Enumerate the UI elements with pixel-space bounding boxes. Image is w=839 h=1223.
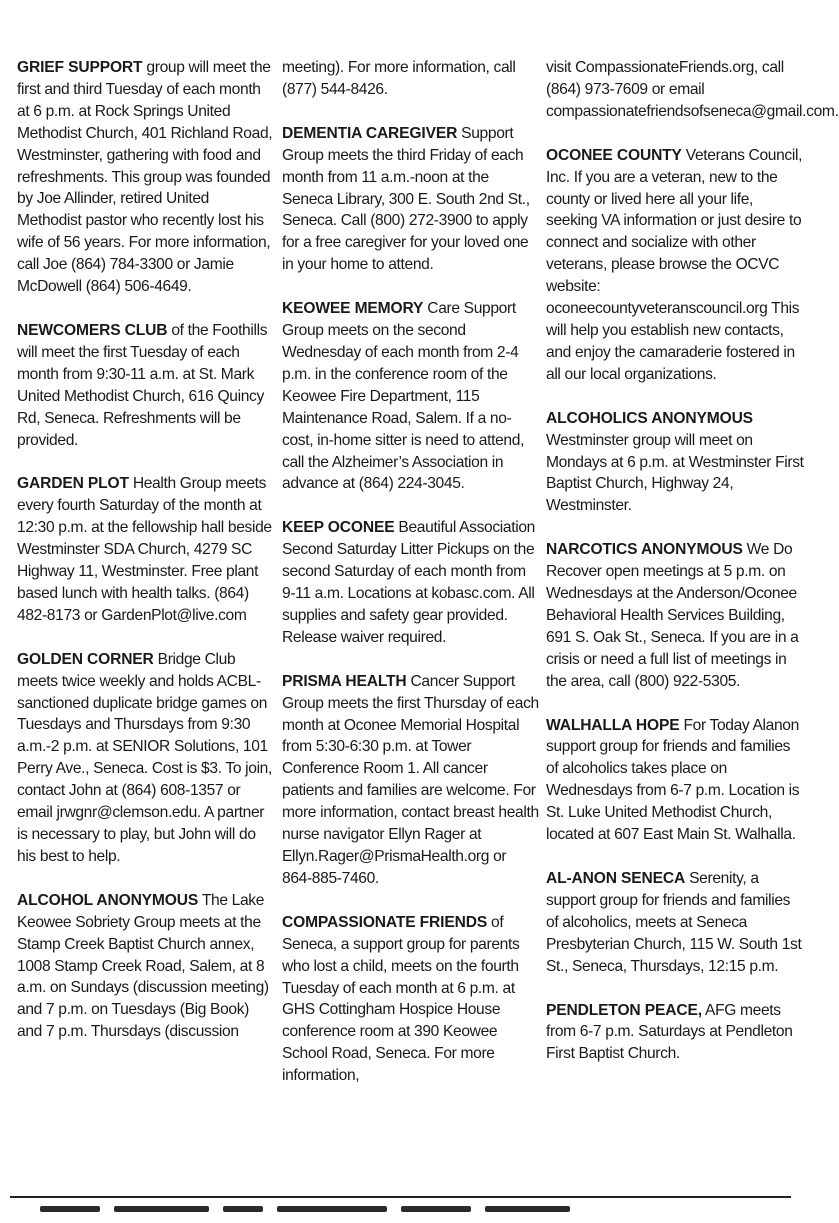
listing-grief-support <box>17 57 275 298</box>
listing-lead: ALCOHOLICS ANONYMOUS <box>546 409 753 427</box>
listing-dementia-caregiver <box>282 123 540 276</box>
text-fragment <box>277 1206 387 1212</box>
listing-newcomers-club <box>17 320 275 451</box>
listing-body: Veterans Council, Inc. If you are a veteran, new to the county or lived here all your life, seeking VA information or just desire to connect and socialize with other veterans, please browse the OCVC website: oconeecountyveteranscouncil.org This will help you establish new contacts, and enjoy the camaraderie fostered in all our local organizations. <box>546 146 803 383</box>
bottom-divider <box>10 1196 791 1198</box>
column-3 <box>546 57 839 1087</box>
listing-alcoholics-anonymous <box>546 408 804 518</box>
text-fragment <box>485 1206 570 1212</box>
listing-lead: ALCOHOL ANONYMOUS <box>17 891 199 909</box>
listing-body: Serenity, a support group for friends and families of alcoholics, meets at Seneca Presbyterian Church, 115 W. South 1st St., Seneca, Thursdays, 12:15 p.m. <box>546 870 802 975</box>
listing-body: meeting). For more information, call (877) 544-8426. <box>282 59 516 98</box>
text-fragment <box>40 1206 100 1212</box>
listing-continuation <box>282 57 540 101</box>
listing-lead: KEEP OCONEE <box>282 519 395 537</box>
listing-lead: COMPASSIONATE FRIENDS <box>282 913 488 931</box>
listing-body: AFG meets from 6-7 p.m. Saturdays at Pendleton First Baptist Church. <box>546 1001 793 1063</box>
listing-body: For Today Alanon support group for friends and families of alcoholics takes place on Wednesdays from 6-7 p.m. Location is St. Luke United Methodist Church, located at 607 East Main St. Walhalla. <box>546 716 800 844</box>
listing-walhalla-hope <box>546 715 804 846</box>
listing-body: of the Foothills will meet the first Tuesday of each month from 9:30-11 a.m. at St. Mark United Methodist Church, 616 Quincy Rd, Seneca. Refreshments will be provided. <box>17 321 268 449</box>
listing-body: Health Group meets every fourth Saturday of the month at 12:30 p.m. at the fellowship hall beside Westminster SDA Church, 4279 SC Highway 11, Westminster. Free plant based lunch with health talks. (864) 482-8173 or GardenPlot@live.com <box>17 475 272 624</box>
listing-body: Westminster group will meet on Mondays at 6 p.m. at Westminster First Baptist Church, Highway 24, Westminster. <box>546 431 804 515</box>
listing-lead: NEWCOMERS CLUB <box>17 321 168 339</box>
listing-compassionate-friends <box>282 912 540 1087</box>
listing-oconee-county <box>546 145 804 386</box>
listing-body: The Lake Keowee Sobriety Group meets at the Stamp Creek Baptist Church annex, 1008 Stamp Creek Road, Salem, at 8 a.m. on Sundays (discussion meeting) and 7 p.m. on Tuesdays (Big Book) and 7 p.m. Thursdays (discussion <box>17 891 269 1041</box>
listing-body: group will meet the first and third Tuesday of each month at 6 p.m. at Rock Springs United Methodist Church, 401 Richland Road, Westminster, gathering with food and refreshments. This group was founded by Joe Allinder, retired United Methodist pastor who recently lost his wife of 56 years. For more information, call Joe (864) 784-3300 or Jamie McDowell (864) 506-4649. <box>17 59 273 296</box>
listing-lead: NARCOTICS ANONYMOUS <box>546 541 743 559</box>
listing-body: Support Group meets the third Friday of each month from 11 a.m.-noon at the Seneca Library, 300 E. South 2nd St., Seneca. Call (800) 272-3900 to apply for a free caregiver for your loved one in your home to attend. <box>282 124 530 274</box>
listing-body: Cancer Support Group meets the first Thursday of each month at Oconee Memorial Hospital from 5:30-6:30 p.m. at Tower Conference Room 1. All cancer patients and families are welcome. For more information, contact breast health nurse navigator Ellyn Rager at Ellyn.Rager@PrismaHealth.org or 864-885-7460. <box>282 672 539 887</box>
listing-lead: PRISMA HEALTH <box>282 672 407 690</box>
listing-keowee-memory <box>282 298 540 495</box>
listing-lead: GOLDEN CORNER <box>17 650 154 668</box>
listing-continuation <box>546 57 839 123</box>
text-fragment <box>114 1206 209 1212</box>
cropped-text-fragments <box>40 1206 780 1212</box>
listing-lead: GRIEF SUPPORT <box>17 59 143 76</box>
column-1 <box>17 57 275 1065</box>
listing-lead: DEMENTIA CAREGIVER <box>282 124 458 142</box>
listing-lead: PENDLETON PEACE, <box>546 1001 702 1019</box>
listing-lead: WALHALLA HOPE <box>546 716 680 734</box>
listing-al-anon-seneca <box>546 868 804 978</box>
column-2 <box>282 57 540 1109</box>
listing-lead: GARDEN PLOT <box>17 475 129 493</box>
listing-body: We Do Recover open meetings at 5 p.m. on Wednesdays at the Anderson/Oconee Behavioral Health Services Building, 691 S. Oak St., Seneca. If you are in a crisis or need a full list of meetings in the area, call (800) 922-5305. <box>546 541 799 690</box>
text-fragment <box>223 1206 263 1212</box>
listing-prisma-health <box>282 671 540 890</box>
listing-lead: AL-ANON SENECA <box>546 870 686 887</box>
listing-body: Care Support Group meets on the second Wednesday of each month from 2-4 p.m. in the conference room of the Keowee Fire Department, 115 Maintenance Road, Salem. If a no-cost, in-home sitter is need to attend, call the Alzheimer’s Association in advance at (864) 224-3045. <box>282 300 525 493</box>
listing-body: of Seneca, a support group for parents who lost a child, meets on the fourth Tuesday of each month at 6 p.m. at GHS Cottingham Hospice House conference room at 390 Keowee School Road, Seneca. For more information, <box>282 913 520 1085</box>
listing-alcohol-anonymous <box>17 890 275 1043</box>
listing-garden-plot <box>17 473 275 626</box>
listing-body: visit CompassionateFriends.org, call (864) 973-7609 or email compassionatefriendsofseneca@gmail.com. <box>546 59 839 120</box>
listing-keep-oconee <box>282 517 540 648</box>
listing-narcotics-anonymous <box>546 539 804 692</box>
listing-golden-corner <box>17 649 275 868</box>
listing-lead: OCONEE COUNTY <box>546 146 682 164</box>
listing-lead: KEOWEE MEMORY <box>282 300 424 318</box>
text-fragment <box>401 1206 471 1212</box>
listing-pendleton-peace <box>546 1000 804 1066</box>
listing-body: Beautiful Association Second Saturday Litter Pickups on the second Saturday of each month from 9-11 a.m. Locations at kobasc.com. All supplies and safety gear provided. Release waiver required. <box>282 519 535 646</box>
listing-body: Bridge Club meets twice weekly and holds ACBL-sanctioned duplicate bridge games on Tuesdays and Thursdays from 9:30 a.m.-2 p.m. at SENIOR Solutions, 101 Perry Ave., Seneca. Cost is $3. To join, contact John at (864) 608-1357 or email jrwgnr@clemson.edu. A partner is necessary to play, but John will do his best to help. <box>17 650 272 865</box>
